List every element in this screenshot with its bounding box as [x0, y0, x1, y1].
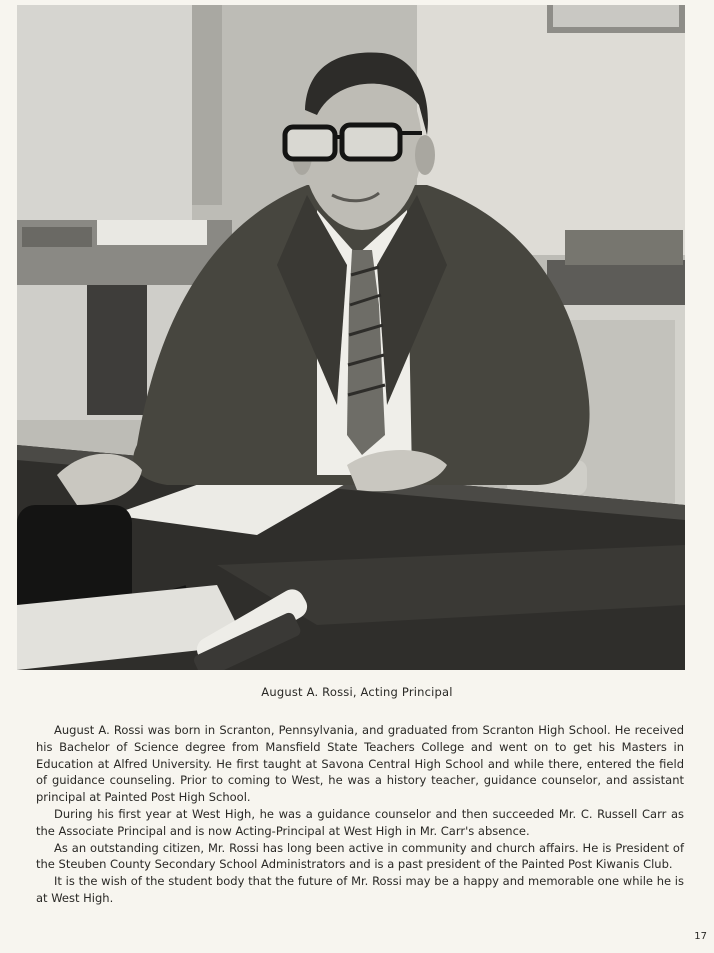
paragraph: It is the wish of the student body that the future of Mr. Rossi may be a happy and memorable one while he is at West High.: [36, 874, 684, 905]
paragraph: August A. Rossi was born in Scranton, Pennsylvania, and graduated from Scranton High School. He received his Bachelor of Science degree from Mansfield State Teachers College and went on to get his Masters in Education at Alfred University. He first taught at Savona Central High School and while there, entered the field of guidance counseling. Prior to coming to West, he was a history teacher, guidance counselor, and assistant principal at Painted Post High School.: [36, 723, 684, 805]
portrait-photo: [17, 5, 685, 670]
photo-caption: August A. Rossi, Acting Principal: [261, 685, 453, 699]
article-body: [36, 722, 684, 907]
paragraph: During his first year at West High, he was a guidance counselor and then succeeded Mr. C. Russell Carr as the Associate Principal and is now Acting-Principal at West High in Mr. Carr's absence.: [36, 806, 684, 838]
paragraph: As an outstanding citizen, Mr. Rossi has long been active in community and church affairs. He is President of the Steuben County Secondary School Administrators and is a past president of the Painted Post Kiwanis Club.: [36, 840, 684, 872]
page-number: 17: [694, 931, 707, 942]
